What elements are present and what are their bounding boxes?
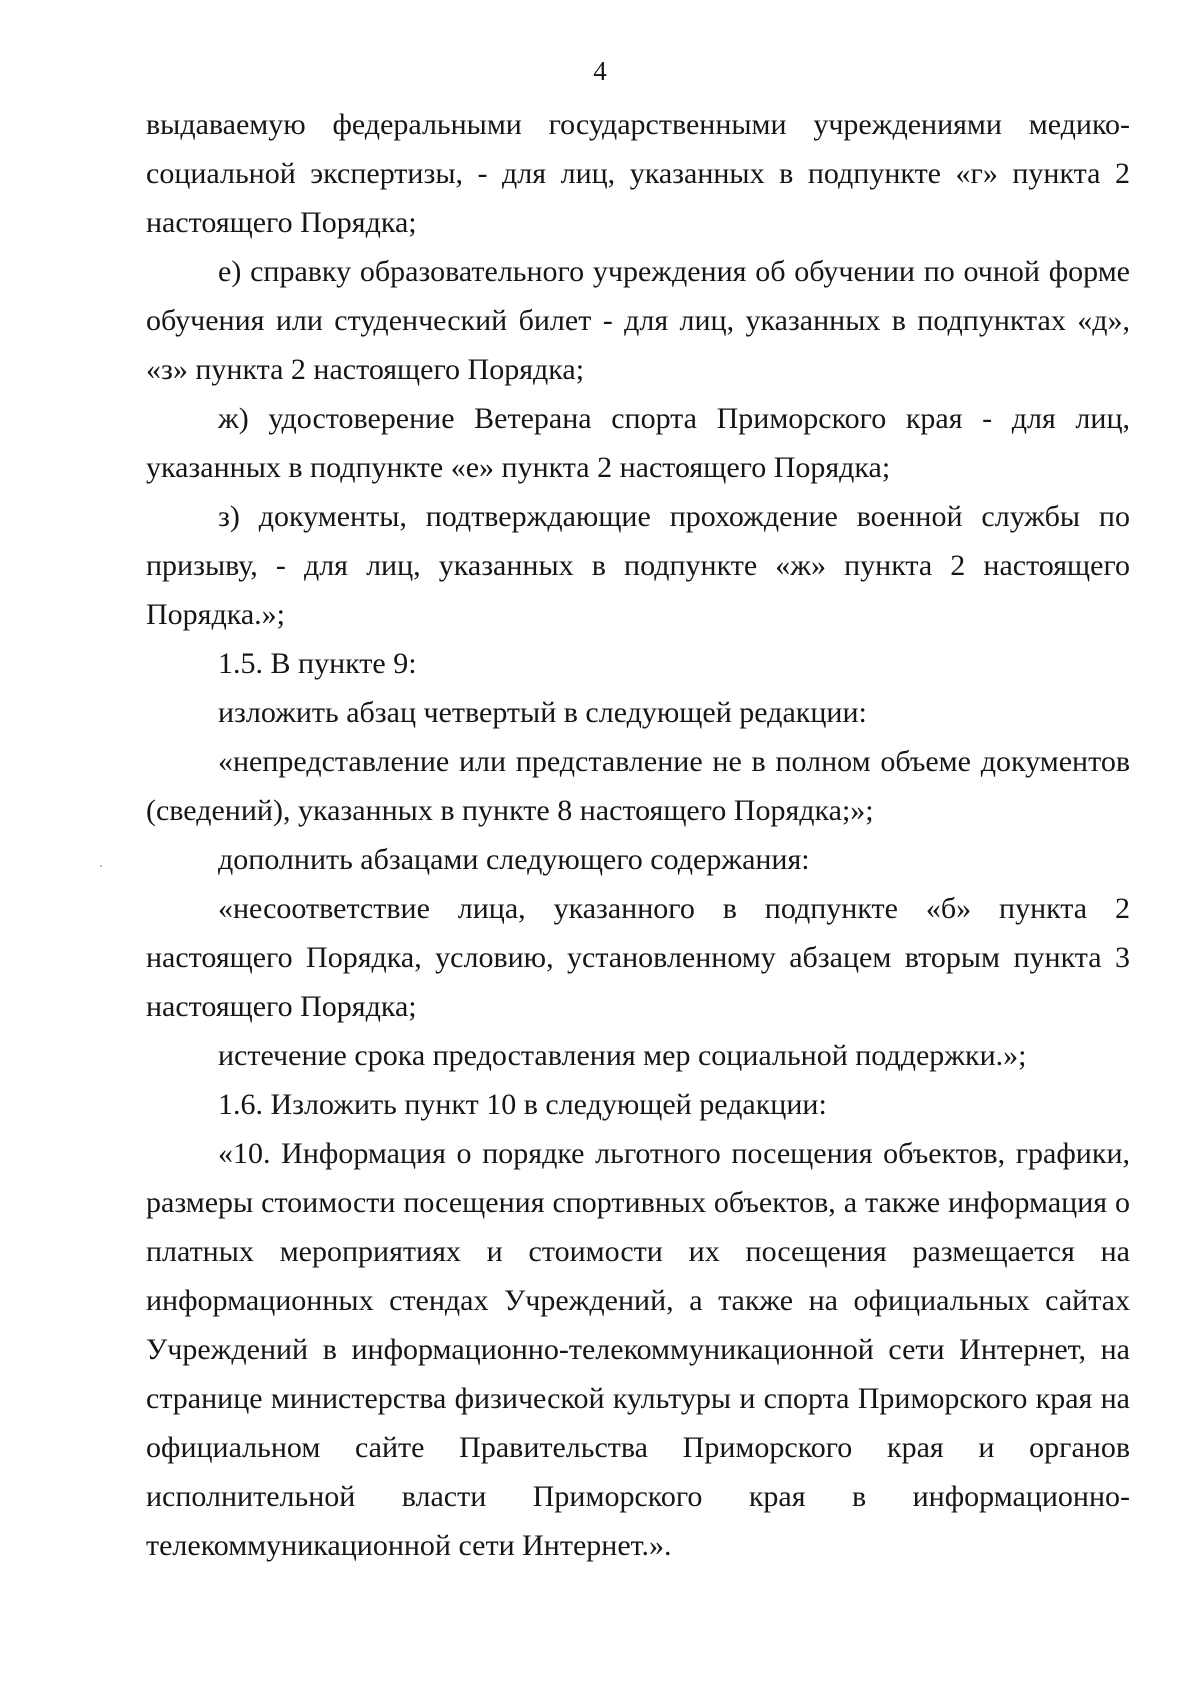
- scan-artifact-dot: [100, 865, 102, 867]
- paragraph-section-1-6-heading: 1.6. Изложить пункт 10 в следующей редакции:: [218, 1088, 827, 1121]
- page-number: 4: [593, 56, 607, 86]
- paragraph-non-submission-of-documents: «непредставление или представление не в полном объеме документов (сведений), указанных в пункте 8 настоящего Порядка;»;: [146, 745, 1130, 827]
- paragraph-item-10-information: «10. Информация о порядке льготного посещения объектов, графики, размеры стоимости посещения спортивных объектов, а также информация о платных мероприятиях и стоимости их посещения размещается на информационных стендах Учреждений, а также на официальных сайтах Учреждений в информационно-телекоммуникационной сети Интернет, на странице министерства физической культуры и спорта Приморского края на официальном сайте Правительства Приморского края и органов исполнительной власти Приморского края в информационно-телекоммуникационной сети Интернет.».: [146, 1137, 1130, 1562]
- paragraph-support-term-expiry: истечение срока предоставления мер социальной поддержки.»;: [218, 1039, 1027, 1072]
- paragraph-amend-fourth-subparagraph: изложить абзац четвертый в следующей редакции:: [218, 696, 867, 729]
- paragraph-item-zh-sport-veteran: ж) удостоверение Ветерана спорта Приморского края - для лиц, указанных в подпункте «е» пункта 2 настоящего Порядка;: [146, 402, 1130, 484]
- paragraph-add-subparagraphs: дополнить абзацами следующего содержания:: [218, 843, 810, 876]
- paragraph-item-z-military-service: з) документы, подтверждающие прохождение военной службы по призыву, - для лиц, указанных в подпункте «ж» пункта 2 настоящего Порядка.»;: [146, 500, 1130, 631]
- paragraph-section-1-5-heading: 1.5. В пункте 9:: [218, 647, 417, 680]
- paragraph-item-e-student-certificate: е) справку образовательного учреждения об обучении по очной форме обучения или студенческий билет - для лиц, указанных в подпунктах «д», «з» пункта 2 настоящего Порядка;: [146, 255, 1130, 386]
- paragraph-medical-expertise-continuation: выдаваемую федеральными государственными учреждениями медико-социальной экспертизы, - для лиц, указанных в подпункте «г» пункта 2 настоящего Порядка;: [146, 108, 1130, 239]
- paragraph-non-compliance-condition: «несоответствие лица, указанного в подпункте «б» пункта 2 настоящего Порядка, условию, установленному абзацем вторым пункта 3 настоящего Порядка;: [146, 892, 1130, 1023]
- document-body: [146, 100, 1130, 1570]
